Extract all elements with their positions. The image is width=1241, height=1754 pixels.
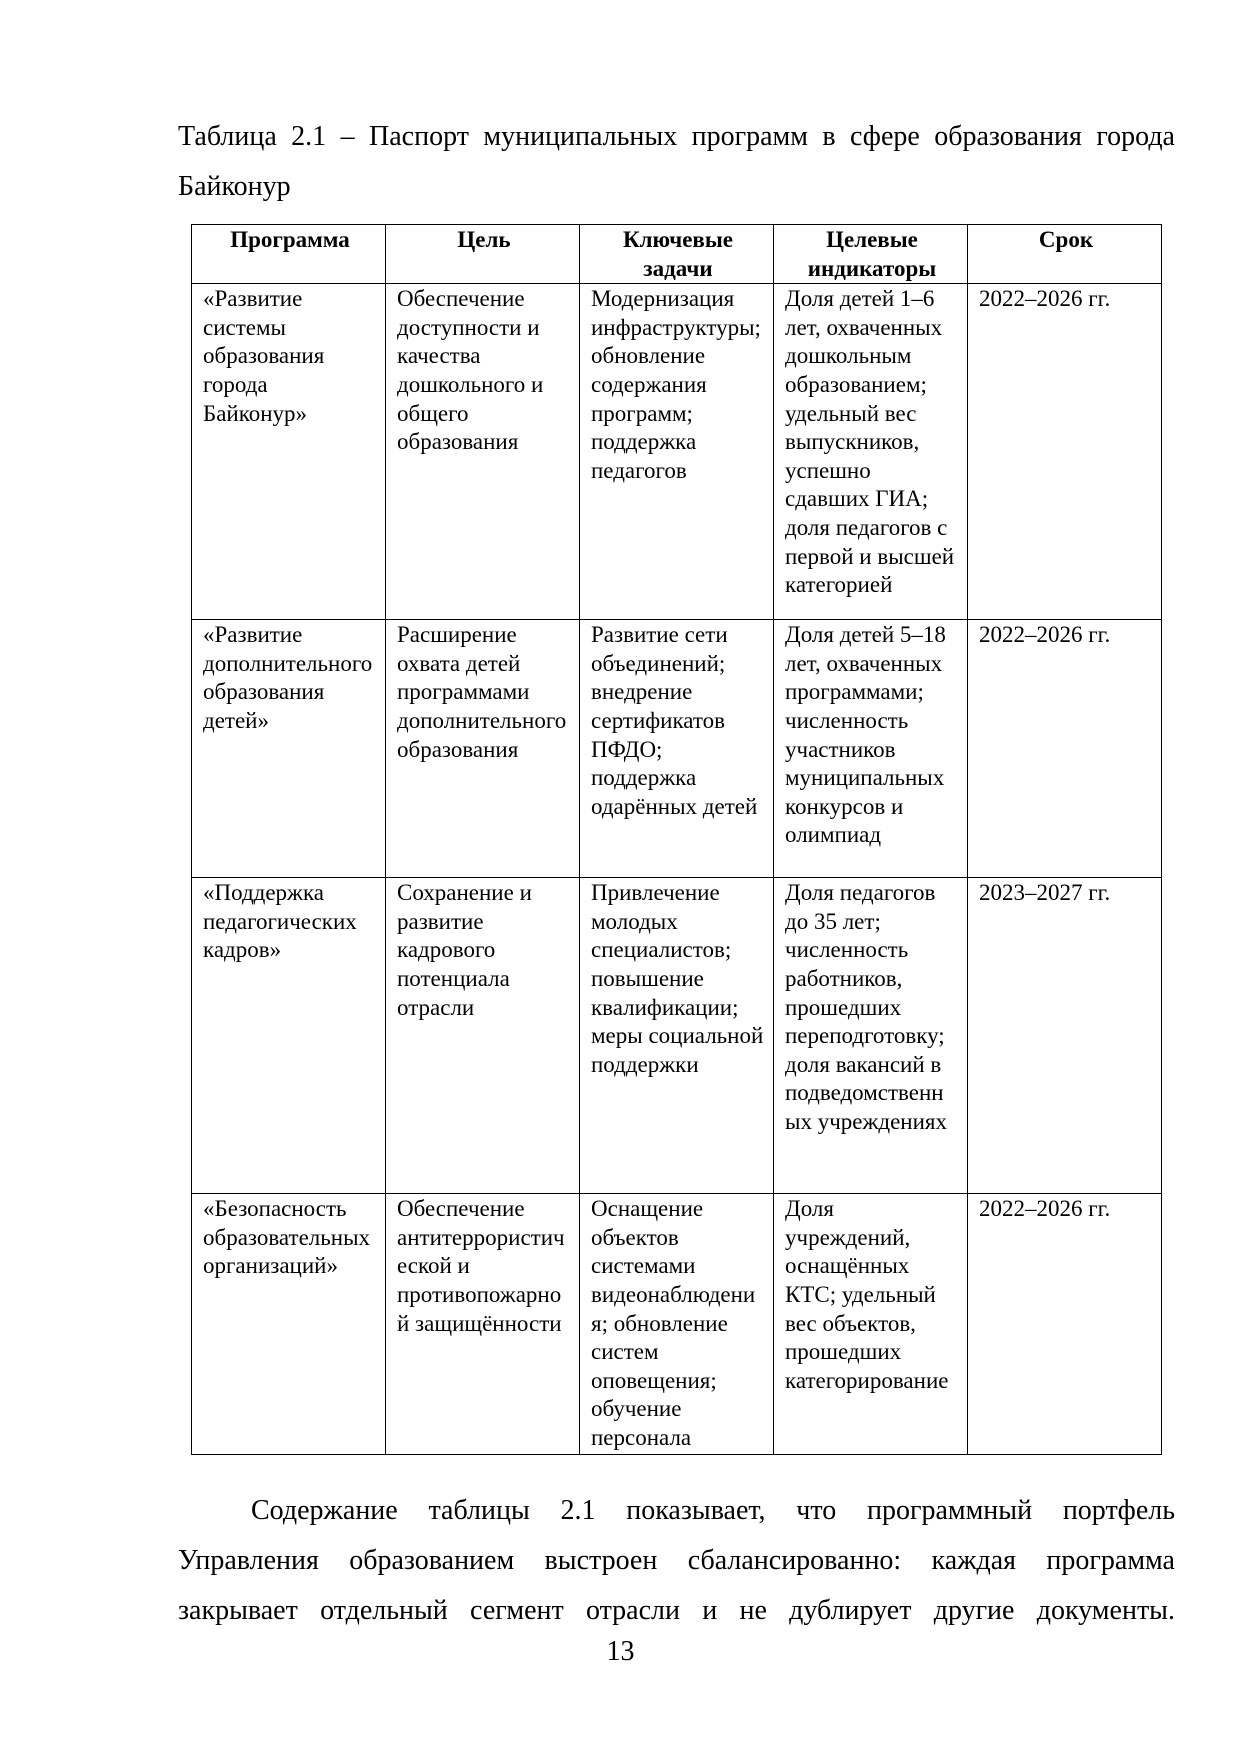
cell-tasks: Развитие сети объединений; внедрение сертификатов ПФДО; поддержка одарённых детей bbox=[580, 620, 774, 878]
cell-term: 2023–2027 гг. bbox=[968, 878, 1162, 1194]
cell-tasks: Оснащение объектов системами видеонаблюдения; обновление систем оповещения; обучение персонала bbox=[580, 1194, 774, 1454]
cell-goal: Обеспечение доступности и качества дошкольного и общего образования bbox=[386, 284, 580, 620]
header-indicators: Целевые индикаторы bbox=[774, 225, 968, 284]
cell-program: «Безопасность образовательных организаций» bbox=[192, 1194, 386, 1454]
table-header-row bbox=[192, 225, 1162, 284]
cell-term: 2022–2026 гг. bbox=[968, 620, 1162, 878]
header-term: Срок bbox=[968, 225, 1162, 284]
cell-indicators: Доля учреждений, оснащённых КТС; удельный вес объектов, прошедших категорирование bbox=[774, 1194, 968, 1454]
table-row bbox=[192, 878, 1162, 1194]
programs-passport-table bbox=[191, 224, 1162, 1455]
body-paragraph: Содержание таблицы 2.1 показывает, что программный портфель Управления образованием выстроен сбалансированно: каждая программа закрывает отдельный сегмент отрасли и не дублирует другие документы. bbox=[178, 1495, 1175, 1626]
cell-indicators: Доля детей 5–18 лет, охваченных программами; численность участников муниципальных конкурсов и олимпиад bbox=[774, 620, 968, 878]
header-tasks: Ключевые задачи bbox=[580, 225, 774, 284]
cell-term: 2022–2026 гг. bbox=[968, 1194, 1162, 1454]
cell-program: «Развитие дополнительного образования детей» bbox=[192, 620, 386, 878]
cell-goal: Обеспечение антитеррористической и противопожарной защищённости bbox=[386, 1194, 580, 1454]
cell-goal: Сохранение и развитие кадрового потенциала отрасли bbox=[386, 878, 580, 1194]
cell-tasks: Модернизация инфраструктуры; обновление содержания программ; поддержка педагогов bbox=[580, 284, 774, 620]
table-row bbox=[192, 1194, 1162, 1454]
cell-indicators: Доля детей 1–6 лет, охваченных дошкольным образованием; удельный вес выпускников, успешно сдавших ГИА; доля педагогов с первой и высшей категорией bbox=[774, 284, 968, 620]
cell-goal: Расширение охвата детей программами дополнительного образования bbox=[386, 620, 580, 878]
cell-program: «Развитие системы образования города Байконур» bbox=[192, 284, 386, 620]
cell-term: 2022–2026 гг. bbox=[968, 284, 1162, 620]
header-goal: Цель bbox=[386, 225, 580, 284]
cell-tasks: Привлечение молодых специалистов; повышение квалификации; меры социальной поддержки bbox=[580, 878, 774, 1194]
header-program: Программа bbox=[192, 225, 386, 284]
table-row bbox=[192, 620, 1162, 878]
page-number: 13 bbox=[606, 1636, 635, 1667]
cell-indicators: Доля педагогов до 35 лет; численность работников, прошедших переподготовку; доля вакансий в подведомственных учреждениях bbox=[774, 878, 968, 1194]
cell-program: «Поддержка педагогических кадров» bbox=[192, 878, 386, 1194]
table-row bbox=[192, 284, 1162, 620]
table-caption: Таблица 2.1 – Паспорт муниципальных программ в сфере образования города Байконур bbox=[178, 121, 1175, 202]
